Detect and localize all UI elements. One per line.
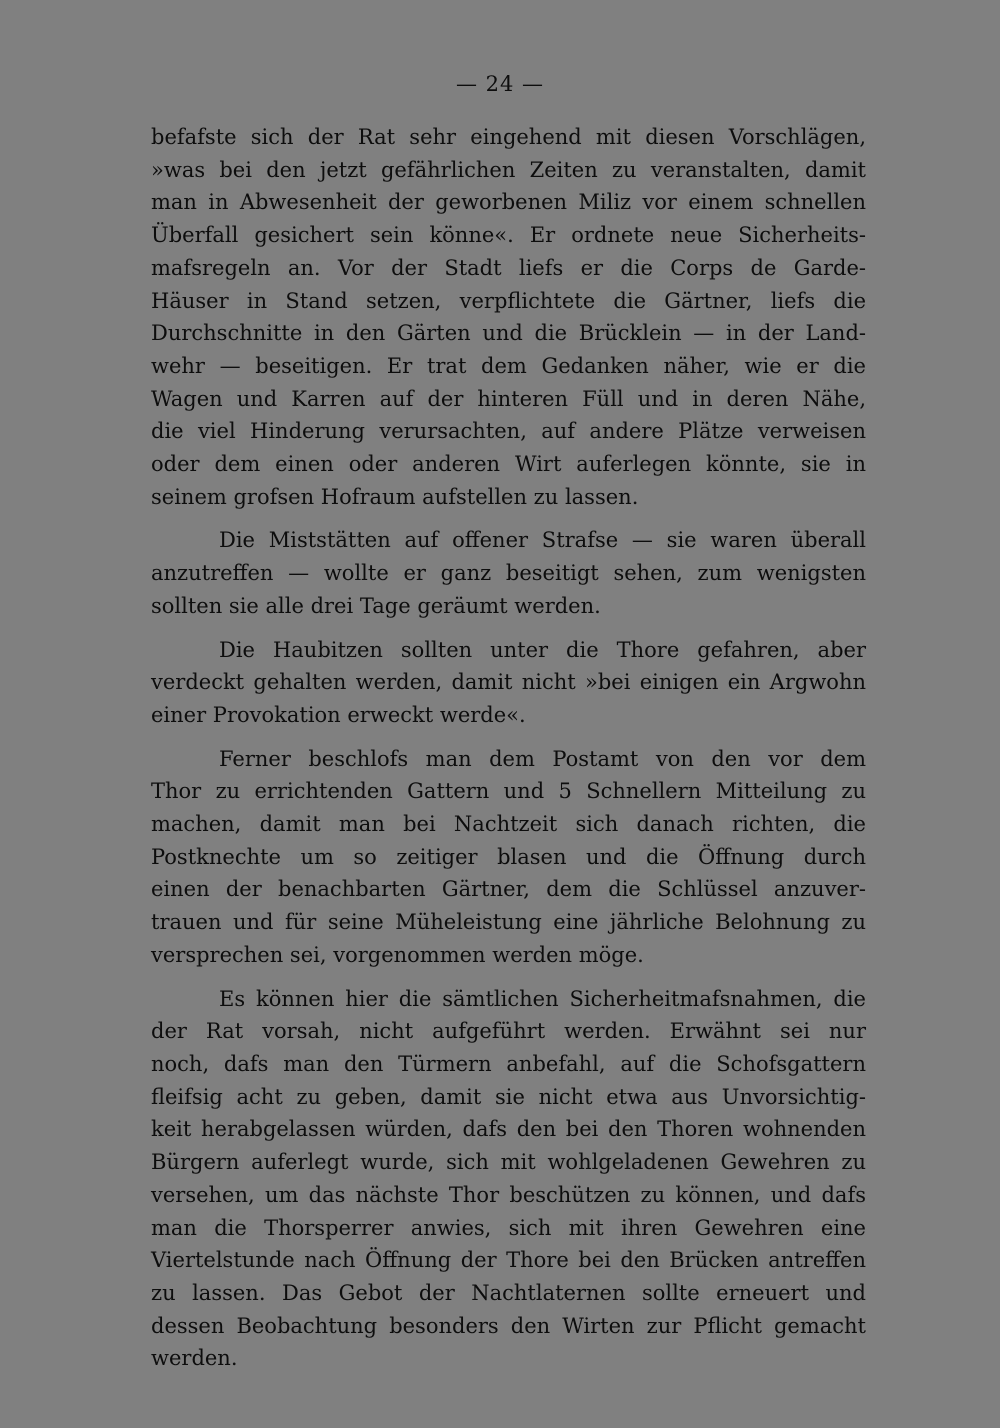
text-line: machen, damit man bei Nachtzeit sich danach richten, die [151,812,866,837]
text-line: Überfall gesichert sein könne«. Er ordnete neue Sicherheits- [151,223,866,248]
text-line: anzutreffen — wollte er ganz beseitigt sehen, zum wenigsten [151,561,866,586]
text-line: dessen Beobachtung besonders den Wirten zur Pflicht gemacht [151,1313,866,1338]
text-line: Es können hier die sämtlichen Sicherheitmafsnahmen, die [219,986,866,1011]
page-number: — 24 — [455,72,545,96]
text-line: wehr — beseitigen. Er trat dem Gedanken näher, wie er die [151,353,866,378]
text-line: werden. [151,1346,238,1371]
text-line: Häuser in Stand setzen, verpflichtete die Gärtner, liefs die [151,288,866,313]
text-line: befafste sich der Rat sehr eingehend mit diesen Vorschlägen, [151,125,866,149]
text-line: Bürgern auferlegt wurde, sich mit wohlgeladenen Gewehren zu [151,1150,866,1175]
paragraph [151,121,866,513]
text-line: zu lassen. Das Gebot der Nachtlaternen sollte erneuert und [151,1280,866,1305]
text-line: noch, dafs man den Türmern anbefahl, auf die Schofsgattern [151,1051,866,1076]
text-line: einer Provokation erweckt werde«. [151,702,526,727]
text-line: Viertelstunde nach Öffnung der Thore bei den Brücken antreffen [151,1248,866,1273]
text-line: Ferner beschlofs man dem Postamt von den vor dem [219,746,866,771]
body-text [151,121,866,1375]
text-line: fleifsig acht zu geben, damit sie nicht etwa aus Unvorsichtig- [151,1084,866,1109]
text-line: mafsregeln an. Vor der Stadt liefs er die Corps de Garde- [151,255,866,280]
text-line: verdeckt gehalten werden, damit nicht »bei einigen ein Argwohn [151,670,866,695]
text-line: man die Thorsperrer anwies, sich mit ihren Gewehren eine [151,1215,866,1240]
paragraph [151,743,866,972]
paragraph [151,524,866,622]
text-line: Die Haubitzen sollten unter die Thore gefahren, aber [219,637,866,662]
text-line: man in Abwesenheit der geworbenen Miliz vor einem schnellen [151,190,866,215]
text-line: Durchschnitte in den Gärten und die Brücklein — in der Land- [151,321,866,346]
text-line: Thor zu errichtenden Gattern und 5 Schnellern Mitteilung zu [151,779,866,804]
text-line: Wagen und Karren auf der hinteren Füll und in deren Nähe, [151,386,866,411]
text-line: Die Miststätten auf offener Strafse — sie waren überall [219,528,866,553]
text-line: oder dem einen oder anderen Wirt auferlegen könnte, sie in [151,452,866,477]
text-line: trauen und für seine Müheleistung eine jährliche Belohnung zu [151,910,866,935]
text-line: die viel Hinderung verursachten, auf andere Plätze verweisen [151,419,866,444]
text-line: keit herabgelassen würden, dafs den bei den Thoren wohnenden [151,1117,866,1142]
text-line: der Rat vorsah, nicht aufgeführt werden. Erwähnt sei nur [151,1019,866,1044]
text-line: seinem grofsen Hofraum aufstellen zu lassen. [151,484,639,509]
text-line: versprechen sei, vorgenommen werden möge. [151,942,644,967]
text-line: »was bei den jetzt gefährlichen Zeiten zu veranstalten, damit [151,157,866,182]
text-line: versehen, um das nächste Thor beschützen zu können, und dafs [151,1182,866,1207]
text-line: einen der benachbarten Gärtner, dem die Schlüssel anzuver- [151,877,866,902]
text-line: Postknechte um so zeitiger blasen und die Öffnung durch [151,844,866,869]
paragraph [151,983,866,1375]
paragraph [151,634,866,732]
text-line: sollten sie alle drei Tage geräumt werden. [151,593,601,618]
